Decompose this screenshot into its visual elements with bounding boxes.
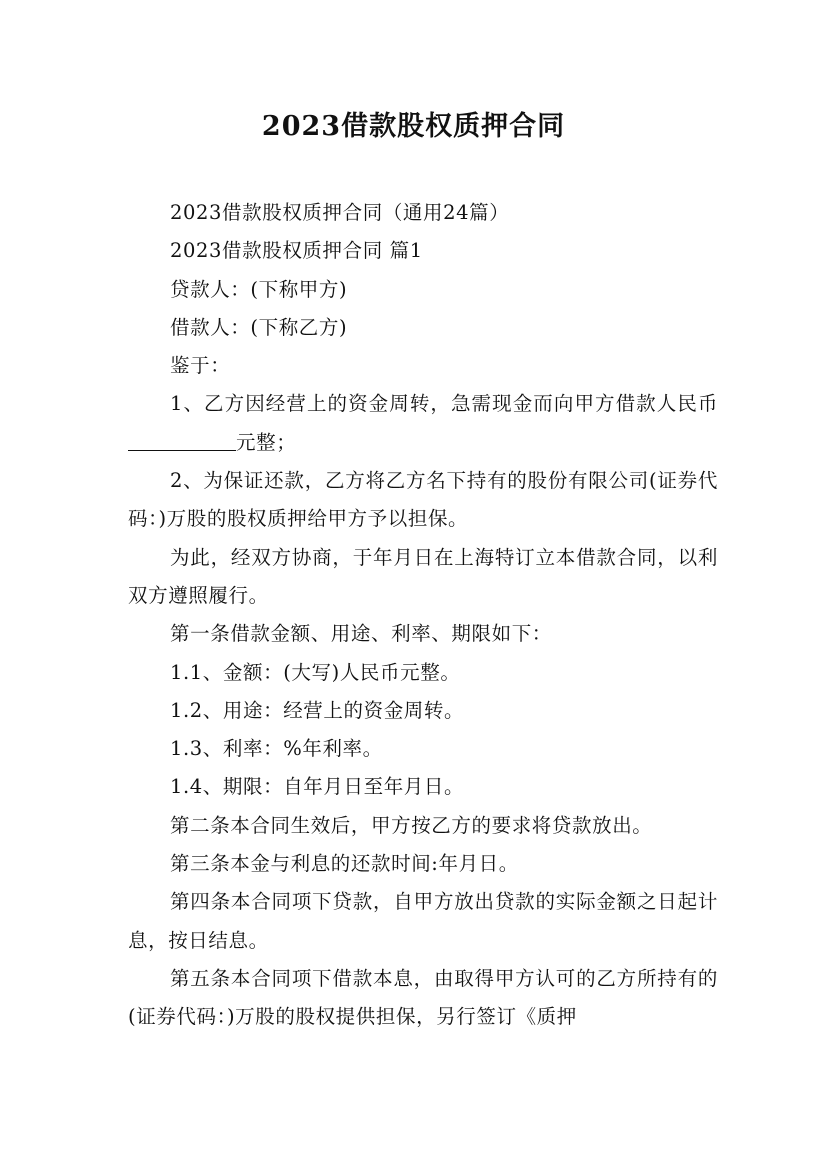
paragraph: 第五条本合同项下借款本息，由取得甲方认可的乙方所持有的(证券代码：)万股的股权提供担保，另行签订《质押: [128, 966, 718, 1029]
paragraph: 鉴于：: [170, 354, 231, 378]
paragraph: 1.3、利率：%年利率。: [170, 737, 383, 761]
paragraph: 借款人：(下称乙方): [170, 315, 348, 339]
paragraph: 第一条借款金额、用途、利率、期限如下：: [170, 622, 552, 646]
paragraph: 1.4、期限：自年月日至年月日。: [170, 775, 465, 799]
paragraph: 2023借款股权质押合同 篇1: [170, 239, 423, 263]
paragraph: 为此，经双方协商，于年月日在上海特订立本借款合同，以利双方遵照履行。: [128, 545, 718, 607]
fill-in-blank: [128, 428, 236, 450]
paragraph: 贷款人：(下称甲方): [170, 277, 348, 301]
paragraph: 1.2、用途：经营上的资金周转。: [170, 698, 465, 722]
document-body: [128, 194, 718, 1037]
paragraph: 第三条本金与利息的还款时间:年月日。: [170, 852, 519, 876]
paragraph: [128, 385, 718, 462]
paragraph-text: 1、乙方因经营上的资金周转，急需现金而向甲方借款人民币: [170, 392, 718, 416]
paragraph: 第二条本合同生效后，甲方按乙方的要求将贷款放出。: [170, 813, 653, 837]
paragraph-text: 元整；: [236, 430, 297, 454]
paragraph: 1.1、金额：(大写)人民币元整。: [170, 660, 461, 684]
paragraph: 2、为保证还款，乙方将乙方名下持有的股份有限公司(证券代码：)万股的股权质押给甲方予以担保。: [128, 469, 718, 531]
paragraph: 第四条本合同项下贷款，自甲方放出贷款的实际金额之日起计息，按日结息。: [128, 890, 718, 952]
paragraph: 2023借款股权质押合同（通用24篇）: [170, 201, 510, 224]
document-title: 2023借款股权质押合同: [261, 111, 566, 142]
